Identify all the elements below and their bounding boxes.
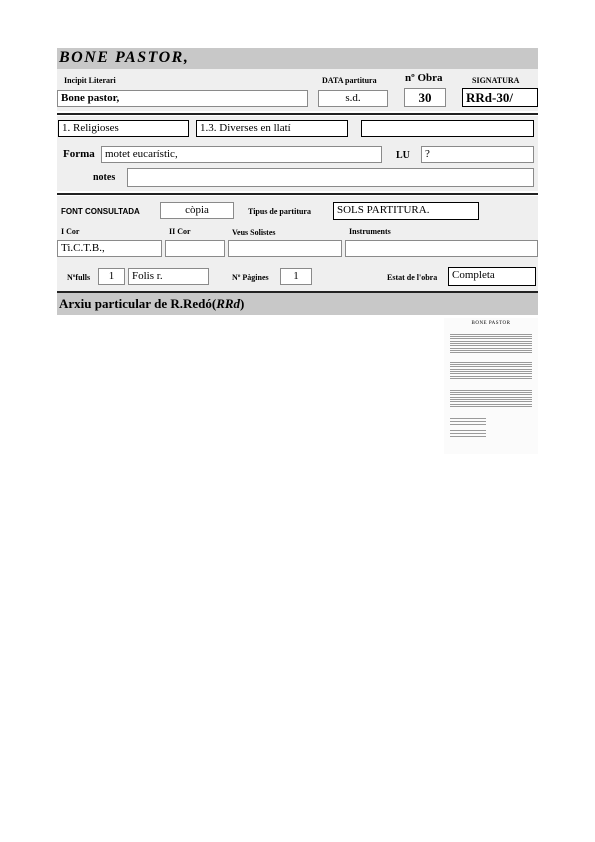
lu-label: LU bbox=[396, 150, 410, 161]
incipit-label: Incipit Literari bbox=[64, 76, 116, 85]
page-title: BONE PASTOR, bbox=[59, 49, 190, 66]
npagines-label: Nº Pàgines bbox=[232, 273, 269, 282]
data-partitura-field[interactable]: s.d. bbox=[318, 90, 388, 107]
category-field[interactable]: 1. Religioses bbox=[58, 120, 189, 137]
i-cor-field[interactable]: Ti.C.T.B., bbox=[57, 240, 162, 257]
archive-text bbox=[59, 296, 244, 312]
divider-1 bbox=[57, 113, 538, 115]
veus-solistes-field[interactable] bbox=[228, 240, 342, 257]
subcategory-field[interactable]: 1.3. Diverses en llatí bbox=[196, 120, 348, 137]
notes-label: notes bbox=[93, 172, 116, 183]
ii-cor-field[interactable] bbox=[165, 240, 225, 257]
npagines-field[interactable]: 1 bbox=[280, 268, 312, 285]
signatura-label: SIGNATURA bbox=[472, 76, 520, 85]
nfulls-field[interactable]: 1 bbox=[98, 268, 125, 285]
forma-field[interactable]: motet eucarístic, bbox=[101, 146, 382, 163]
signatura-field[interactable]: RRd-30/ bbox=[462, 88, 538, 107]
incipit-field[interactable]: Bone pastor, bbox=[57, 90, 308, 107]
archive-close: ) bbox=[240, 296, 245, 311]
tipus-partitura-field[interactable]: SOLS PARTITURA. bbox=[333, 202, 479, 220]
obra-number-label: nº Obra bbox=[405, 72, 443, 84]
estat-obra-label: Estat de l'obra bbox=[387, 273, 438, 282]
veus-solistes-label: Veus Solistes bbox=[232, 228, 276, 237]
forma-label: Forma bbox=[63, 148, 95, 160]
font-consultada-label: FONT CONSULTADA bbox=[61, 207, 140, 216]
nfulls-label: Nºfulls bbox=[67, 273, 91, 282]
obra-number-field[interactable]: 30 bbox=[404, 88, 446, 107]
i-cor-label: I Cor bbox=[61, 227, 80, 236]
divider-2 bbox=[57, 193, 538, 195]
score-thumbnail[interactable] bbox=[444, 318, 538, 454]
extra-category-field[interactable] bbox=[361, 120, 534, 137]
instruments-label: Instruments bbox=[349, 227, 391, 236]
folis-field[interactable]: Folis r. bbox=[128, 268, 209, 285]
data-partitura-label: DATA partitura bbox=[322, 76, 377, 85]
archive-prefix: Arxiu particular de R.Redó( bbox=[59, 296, 217, 311]
tipus-partitura-label: Tipus de partitura bbox=[248, 207, 311, 216]
notes-field[interactable] bbox=[127, 168, 534, 187]
instruments-field[interactable] bbox=[345, 240, 538, 257]
score-thumbnail-title: BONE PASTOR bbox=[471, 321, 511, 326]
ii-cor-label: II Cor bbox=[169, 227, 191, 236]
font-consultada-field[interactable]: còpia bbox=[160, 202, 234, 219]
lu-field[interactable]: ? bbox=[421, 146, 534, 163]
archive-abbr: RRd bbox=[216, 296, 241, 311]
estat-obra-field[interactable]: Completa bbox=[448, 267, 536, 286]
